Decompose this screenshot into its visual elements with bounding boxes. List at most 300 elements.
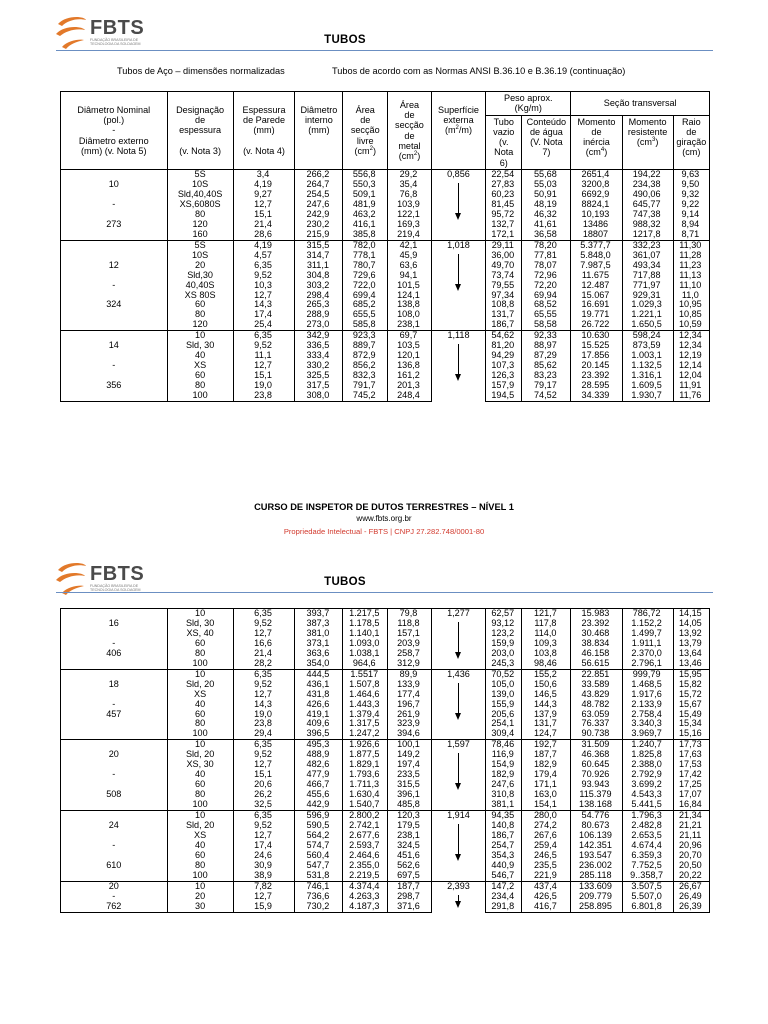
momento-resistente-cell: 2.133,9: [622, 700, 673, 710]
area-livre-cell: 385,8: [343, 230, 388, 240]
nominal-diameter-cell: [61, 240, 168, 250]
tubo-vazio-cell: 97,34: [486, 291, 522, 301]
area-livre-cell: 1.093,0: [343, 639, 388, 649]
interno-cell: 730,2: [295, 902, 343, 912]
conteudo-agua-cell: 83,23: [522, 371, 571, 381]
table-row: [61, 300, 710, 310]
area-metal-cell: 101,5: [388, 281, 432, 291]
momento-inercia-cell: 3200,8: [571, 180, 622, 190]
raio-giracao-cell: 15,16: [673, 729, 709, 739]
nominal-diameter-cell: 356: [61, 381, 168, 391]
conteudo-agua-cell: 55,03: [522, 180, 571, 190]
area-metal-cell: 371,6: [388, 902, 432, 912]
espessura-cell: 6,35: [233, 609, 295, 619]
table-row: [61, 271, 710, 281]
table-row: [61, 240, 710, 250]
tubo-vazio-cell: 205,6: [486, 710, 522, 720]
momento-inercia-cell: 193.547: [571, 851, 622, 861]
designacao-cell: 100: [167, 659, 233, 669]
area-livre-cell: 782,0: [343, 240, 388, 250]
designacao-cell: Sld, 20: [167, 821, 233, 831]
nominal-diameter-cell: 508: [61, 790, 168, 800]
table-row: [61, 740, 710, 750]
area-metal-cell: 298,7: [388, 892, 432, 902]
tubo-vazio-cell: 254,1: [486, 719, 522, 729]
table-row: [61, 629, 710, 639]
designacao-cell: 80: [167, 790, 233, 800]
area-livre-cell: 872,9: [343, 351, 388, 361]
col-raio-giracao: Raio de giração (cm): [673, 115, 709, 169]
raio-giracao-cell: 12,34: [673, 341, 709, 351]
area-metal-cell: 261,9: [388, 710, 432, 720]
nominal-diameter-cell: 14: [61, 341, 168, 351]
area-livre-cell: 1.793,6: [343, 770, 388, 780]
superficie-cell: [431, 170, 485, 241]
website-link[interactable]: www.fbts.org.br: [356, 514, 412, 523]
tubo-vazio-cell: 49,70: [486, 261, 522, 271]
area-metal-cell: 258,7: [388, 649, 432, 659]
conteudo-agua-cell: 187,7: [522, 750, 571, 760]
momento-inercia-cell: 23.392: [571, 371, 622, 381]
down-arrow-icon: [455, 254, 461, 291]
raio-giracao-cell: 11,30: [673, 240, 709, 250]
momento-inercia-cell: 18807: [571, 230, 622, 240]
momento-inercia-cell: 33.589: [571, 680, 622, 690]
col-designacao: Designação de espessura (v. Nota 3): [167, 92, 233, 170]
area-livre-cell: 416,1: [343, 220, 388, 230]
espessura-cell: 14,3: [233, 300, 295, 310]
designacao-cell: 60: [167, 851, 233, 861]
table-row: [61, 719, 710, 729]
area-metal-cell: 103,9: [388, 200, 432, 210]
col-superficie: Superfície externa $(m^2/m)$: [431, 92, 485, 170]
brand-subtitle-2: FUNDAÇÃO BRASILEIRA DE TECNOLOGIA DA SOLDAGEM: [90, 584, 141, 592]
tubo-vazio-cell: 123,2: [486, 629, 522, 639]
interno-cell: 311,1: [295, 261, 343, 271]
nominal-diameter-cell: 406: [61, 649, 168, 659]
area-metal-cell: 29,2: [388, 170, 432, 180]
designacao-cell: 10S: [167, 251, 233, 261]
momento-resistente-cell: 2.370,0: [622, 649, 673, 659]
intellectual-property-note: Propriedade Intelectual - FBTS | CNPJ 27.282.748/0001-80: [283, 527, 485, 536]
area-livre-cell: 1.464,6: [343, 690, 388, 700]
momento-inercia-cell: 2651,4: [571, 170, 622, 180]
area-livre-cell: 2.742,1: [343, 821, 388, 831]
area-metal-cell: 196,7: [388, 700, 432, 710]
table-row: [61, 821, 710, 831]
tubo-vazio-cell: 186,7: [486, 320, 522, 330]
area-metal-cell: 79,8: [388, 609, 432, 619]
nominal-diameter-cell: -: [61, 281, 168, 291]
momento-resistente-cell: 361,07: [622, 251, 673, 261]
espessura-cell: 14,3: [233, 700, 295, 710]
conteudo-agua-cell: 77,81: [522, 251, 571, 261]
table-row: [61, 210, 710, 220]
raio-giracao-cell: 26,39: [673, 902, 709, 912]
momento-resistente-cell: 2.653,5: [622, 831, 673, 841]
tubo-vazio-cell: 247,6: [486, 780, 522, 790]
espessura-cell: 12,7: [233, 361, 295, 371]
tubo-vazio-cell: 310,8: [486, 790, 522, 800]
momento-resistente-cell: 717,88: [622, 271, 673, 281]
interno-cell: 254,5: [295, 190, 343, 200]
espessura-cell: 16,6: [233, 639, 295, 649]
area-metal-cell: 138,8: [388, 300, 432, 310]
espessura-cell: 12,7: [233, 760, 295, 770]
area-livre-cell: 550,3: [343, 180, 388, 190]
interno-cell: 215,9: [295, 230, 343, 240]
designacao-cell: 80: [167, 381, 233, 391]
momento-inercia-cell: 46.368: [571, 750, 622, 760]
designacao-cell: 10: [167, 669, 233, 679]
raio-giracao-cell: 9,22: [673, 200, 709, 210]
interno-cell: 387,3: [295, 619, 343, 629]
interno-cell: 354,0: [295, 659, 343, 669]
raio-giracao-cell: 13,64: [673, 649, 709, 659]
designacao-cell: XS, 40: [167, 629, 233, 639]
interno-cell: 560,4: [295, 851, 343, 861]
area-livre-cell: 1.630,4: [343, 790, 388, 800]
momento-inercia-cell: 236.002: [571, 861, 622, 871]
conteudo-agua-cell: 72,96: [522, 271, 571, 281]
momento-inercia-cell: 31.509: [571, 740, 622, 750]
superficie-value: 1,118: [447, 330, 470, 341]
interno-cell: 265,3: [295, 300, 343, 310]
espessura-cell: 17,4: [233, 310, 295, 320]
brand-subtitle: FUNDAÇÃO BRASILEIRA DE TECNOLOGIA DA SOLDAGEM: [90, 38, 141, 46]
area-metal-cell: 201,3: [388, 381, 432, 391]
col-interno: Diâmetro interno (mm): [295, 92, 343, 170]
superficie-value: 1,018: [447, 239, 470, 250]
nominal-diameter-cell: [61, 659, 168, 669]
espessura-cell: 9,52: [233, 619, 295, 629]
nominal-diameter-cell: [61, 320, 168, 330]
raio-giracao-cell: 21,11: [673, 831, 709, 841]
area-metal-cell: 485,8: [388, 800, 432, 810]
momento-inercia-cell: 56.615: [571, 659, 622, 669]
tubo-vazio-cell: 354,3: [486, 851, 522, 861]
espessura-cell: 12,7: [233, 690, 295, 700]
interno-cell: 314,7: [295, 251, 343, 261]
momento-inercia-cell: 22.851: [571, 669, 622, 679]
table-row: [61, 371, 710, 381]
conteudo-agua-cell: 192,7: [522, 740, 571, 750]
nominal-diameter-cell: -: [61, 700, 168, 710]
designacao-cell: 20: [167, 261, 233, 271]
momento-resistente-cell: 9..358,7: [622, 871, 673, 881]
raio-giracao-cell: 21,34: [673, 811, 709, 821]
momento-inercia-cell: 115.379: [571, 790, 622, 800]
raio-giracao-cell: 11,91: [673, 381, 709, 391]
interno-cell: 547,7: [295, 861, 343, 871]
area-metal-cell: 324,5: [388, 841, 432, 851]
area-livre-cell: 463,2: [343, 210, 388, 220]
momento-inercia-cell: 54.776: [571, 811, 622, 821]
designacao-cell: 60: [167, 371, 233, 381]
col-area-livre: Área de secção livre $(cm^2)$: [343, 92, 388, 170]
raio-giracao-cell: 8,94: [673, 220, 709, 230]
espessura-cell: 4,19: [233, 180, 295, 190]
nominal-diameter-cell: 18: [61, 680, 168, 690]
espessura-cell: 9,52: [233, 271, 295, 281]
momento-inercia-cell: 30.468: [571, 629, 622, 639]
area-metal-cell: 124,1: [388, 291, 432, 301]
area-livre-cell: 1.217,5: [343, 609, 388, 619]
area-metal-cell: 120,3: [388, 811, 432, 821]
superficie-cell: [431, 811, 485, 882]
momento-resistente-cell: 2.758,4: [622, 710, 673, 720]
espessura-cell: 17,4: [233, 841, 295, 851]
tubo-vazio-cell: 94,29: [486, 351, 522, 361]
espessura-cell: 12,7: [233, 629, 295, 639]
conteudo-agua-cell: 137,9: [522, 710, 571, 720]
momento-inercia-cell: 142.351: [571, 841, 622, 851]
superficie-cell: [431, 240, 485, 331]
area-metal-cell: 562,6: [388, 861, 432, 871]
momento-resistente-cell: 999,79: [622, 669, 673, 679]
momento-resistente-cell: 1.911,1: [622, 639, 673, 649]
momento-inercia-cell: 43.829: [571, 690, 622, 700]
area-metal-cell: 35,4: [388, 180, 432, 190]
pipe-size-group: [61, 170, 710, 241]
pipe-size-group: [61, 331, 710, 402]
nominal-diameter-cell: -: [61, 639, 168, 649]
table-row: [61, 391, 710, 401]
table-row: [61, 331, 710, 341]
designacao-cell: 80: [167, 310, 233, 320]
raio-giracao-cell: 15,34: [673, 719, 709, 729]
raio-giracao-cell: 10,95: [673, 300, 709, 310]
designacao-cell: 10: [167, 609, 233, 619]
area-livre-cell: 1.926,6: [343, 740, 388, 750]
designacao-cell: XS, 30: [167, 760, 233, 770]
tubo-vazio-cell: 60,23: [486, 190, 522, 200]
tubo-vazio-cell: 93,12: [486, 619, 522, 629]
conteudo-agua-cell: 48,19: [522, 200, 571, 210]
designacao-cell: Sld, 30: [167, 341, 233, 351]
interno-cell: 308,0: [295, 391, 343, 401]
area-metal-cell: 451,6: [388, 851, 432, 861]
momento-inercia-cell: 63.059: [571, 710, 622, 720]
designacao-cell: 10: [167, 881, 233, 891]
interno-cell: 746,1: [295, 881, 343, 891]
tubo-vazio-cell: 62,57: [486, 609, 522, 619]
momento-inercia-cell: 10,193: [571, 210, 622, 220]
col-tubo-vazio: Tubo vazio (v. Nota 6): [486, 115, 522, 169]
nominal-diameter-cell: [61, 871, 168, 881]
tubo-vazio-cell: 139,0: [486, 690, 522, 700]
table-row: [61, 251, 710, 261]
conteudo-agua-cell: 437,4: [522, 881, 571, 891]
tubo-vazio-cell: 291,8: [486, 902, 522, 912]
table-row: [61, 710, 710, 720]
table-row: [61, 770, 710, 780]
table-row: [61, 871, 710, 881]
pipe-size-group: [61, 811, 710, 882]
raio-giracao-cell: 11,28: [673, 251, 709, 261]
tubo-vazio-cell: 81,45: [486, 200, 522, 210]
conteudo-agua-cell: 98,46: [522, 659, 571, 669]
designacao-cell: 100: [167, 391, 233, 401]
area-livre-cell: 1.877,5: [343, 750, 388, 760]
momento-resistente-cell: 2.796,1: [622, 659, 673, 669]
conteudo-agua-cell: 87,29: [522, 351, 571, 361]
conteudo-agua-cell: 114,0: [522, 629, 571, 639]
raio-giracao-cell: 15,67: [673, 700, 709, 710]
momento-inercia-cell: 23.392: [571, 619, 622, 629]
espessura-cell: 9,52: [233, 821, 295, 831]
momento-resistente-cell: 1.650,5: [622, 320, 673, 330]
momento-resistente-cell: 1.132,5: [622, 361, 673, 371]
area-metal-cell: 238,1: [388, 831, 432, 841]
area-metal-cell: 179,5: [388, 821, 432, 831]
down-arrow-icon: [455, 683, 461, 720]
col-espessura: Espessura de Parede (mm) (v. Nota 4): [233, 92, 295, 170]
interno-cell: 381,0: [295, 629, 343, 639]
table-row: [61, 881, 710, 891]
table-row: [61, 700, 710, 710]
momento-resistente-cell: 1217,8: [622, 230, 673, 240]
table-row: [61, 831, 710, 841]
conteudo-agua-cell: 88,97: [522, 341, 571, 351]
interno-cell: 495,3: [295, 740, 343, 750]
momento-inercia-cell: 15.525: [571, 341, 622, 351]
raio-giracao-cell: 15,49: [673, 710, 709, 720]
nominal-diameter-cell: -: [61, 892, 168, 902]
espessura-cell: 12,7: [233, 892, 295, 902]
designacao-cell: 5S: [167, 240, 233, 250]
area-metal-cell: 161,2: [388, 371, 432, 381]
area-livre-cell: 729,6: [343, 271, 388, 281]
interno-cell: 477,9: [295, 770, 343, 780]
interno-cell: 736,6: [295, 892, 343, 902]
momento-inercia-cell: 5.848,0: [571, 251, 622, 261]
pipe-size-group: [61, 240, 710, 331]
conteudo-agua-cell: 55,68: [522, 170, 571, 180]
nominal-diameter-cell: 24: [61, 821, 168, 831]
momento-resistente-cell: 6.359,3: [622, 851, 673, 861]
pipe-size-group: [61, 669, 710, 740]
area-metal-cell: 169,3: [388, 220, 432, 230]
conteudo-agua-cell: 124,7: [522, 729, 571, 739]
conteudo-agua-cell: 58,58: [522, 320, 571, 330]
momento-inercia-cell: 11.675: [571, 271, 622, 281]
raio-giracao-cell: 15,82: [673, 680, 709, 690]
interno-cell: 531,8: [295, 871, 343, 881]
table-row: [61, 892, 710, 902]
interno-cell: 373,1: [295, 639, 343, 649]
area-metal-cell: 103,5: [388, 341, 432, 351]
interno-cell: 317,5: [295, 381, 343, 391]
designacao-cell: 10: [167, 740, 233, 750]
interno-cell: 247,6: [295, 200, 343, 210]
interno-cell: 455,6: [295, 790, 343, 800]
interno-cell: 230,2: [295, 220, 343, 230]
tubo-vazio-cell: 309,4: [486, 729, 522, 739]
momento-inercia-cell: 26.722: [571, 320, 622, 330]
momento-resistente-cell: 1.152,2: [622, 619, 673, 629]
area-livre-cell: 2.677,6: [343, 831, 388, 841]
tubes-table-1: [60, 91, 710, 402]
espessura-cell: 25,4: [233, 320, 295, 330]
table-row: [61, 861, 710, 871]
interno-cell: 488,9: [295, 750, 343, 760]
tubo-vazio-cell: 194,5: [486, 391, 522, 401]
momento-inercia-cell: 5.377,7: [571, 240, 622, 250]
momento-inercia-cell: 46.158: [571, 649, 622, 659]
conteudo-agua-cell: 65,55: [522, 310, 571, 320]
conteudo-agua-cell: 154,1: [522, 800, 571, 810]
superficie-value: 1,436: [447, 668, 470, 679]
momento-inercia-cell: 7.987,5: [571, 261, 622, 271]
conteudo-agua-cell: 69,94: [522, 291, 571, 301]
table-row: [61, 170, 710, 180]
tubo-vazio-cell: 107,3: [486, 361, 522, 371]
area-livre-cell: 2.219,5: [343, 871, 388, 881]
espessura-cell: 4,19: [233, 240, 295, 250]
designacao-cell: 20: [167, 892, 233, 902]
table-row: [61, 811, 710, 821]
momento-inercia-cell: 90.738: [571, 729, 622, 739]
raio-giracao-cell: 11,23: [673, 261, 709, 271]
area-metal-cell: 315,5: [388, 780, 432, 790]
momento-inercia-cell: 38.834: [571, 639, 622, 649]
raio-giracao-cell: 12,14: [673, 361, 709, 371]
conteudo-agua-cell: 78,07: [522, 261, 571, 271]
area-livre-cell: 655,5: [343, 310, 388, 320]
nominal-diameter-cell: 20: [61, 881, 168, 891]
tubo-vazio-cell: 154,9: [486, 760, 522, 770]
raio-giracao-cell: 14,15: [673, 609, 709, 619]
raio-giracao-cell: 11,0: [673, 291, 709, 301]
header-rule: [56, 50, 713, 51]
momento-resistente-cell: 1.240,7: [622, 740, 673, 750]
tubo-vazio-cell: 254,7: [486, 841, 522, 851]
tubo-vazio-cell: 159,9: [486, 639, 522, 649]
interno-cell: 242,9: [295, 210, 343, 220]
tubo-vazio-cell: 22,54: [486, 170, 522, 180]
raio-giracao-cell: 14,05: [673, 619, 709, 629]
area-metal-cell: 149,2: [388, 750, 432, 760]
espessura-cell: 6,35: [233, 811, 295, 821]
area-livre-cell: 780,7: [343, 261, 388, 271]
momento-inercia-cell: 106.139: [571, 831, 622, 841]
momento-resistente-cell: 2.482,8: [622, 821, 673, 831]
table-row: [61, 281, 710, 291]
espessura-cell: 9,27: [233, 190, 295, 200]
designacao-cell: 80: [167, 719, 233, 729]
conteudo-agua-cell: 68,52: [522, 300, 571, 310]
momento-resistente-cell: 2.388,0: [622, 760, 673, 770]
conteudo-agua-cell: 121,7: [522, 609, 571, 619]
conteudo-agua-cell: 280,0: [522, 811, 571, 821]
area-metal-cell: 396,1: [388, 790, 432, 800]
nominal-diameter-cell: -: [61, 841, 168, 851]
interno-cell: 409,6: [295, 719, 343, 729]
area-metal-cell: 108,0: [388, 310, 432, 320]
conteudo-agua-cell: 117,8: [522, 619, 571, 629]
interno-cell: 315,5: [295, 240, 343, 250]
raio-giracao-cell: 9,14: [673, 210, 709, 220]
raio-giracao-cell: 17,25: [673, 780, 709, 790]
table-row: [61, 750, 710, 760]
momento-resistente-cell: 490,06: [622, 190, 673, 200]
interno-cell: 298,4: [295, 291, 343, 301]
momento-resistente-cell: 3.340,3: [622, 719, 673, 729]
superficie-value: 0,856: [447, 169, 470, 180]
momento-inercia-cell: 6692,9: [571, 190, 622, 200]
momento-resistente-cell: 5.507,0: [622, 892, 673, 902]
